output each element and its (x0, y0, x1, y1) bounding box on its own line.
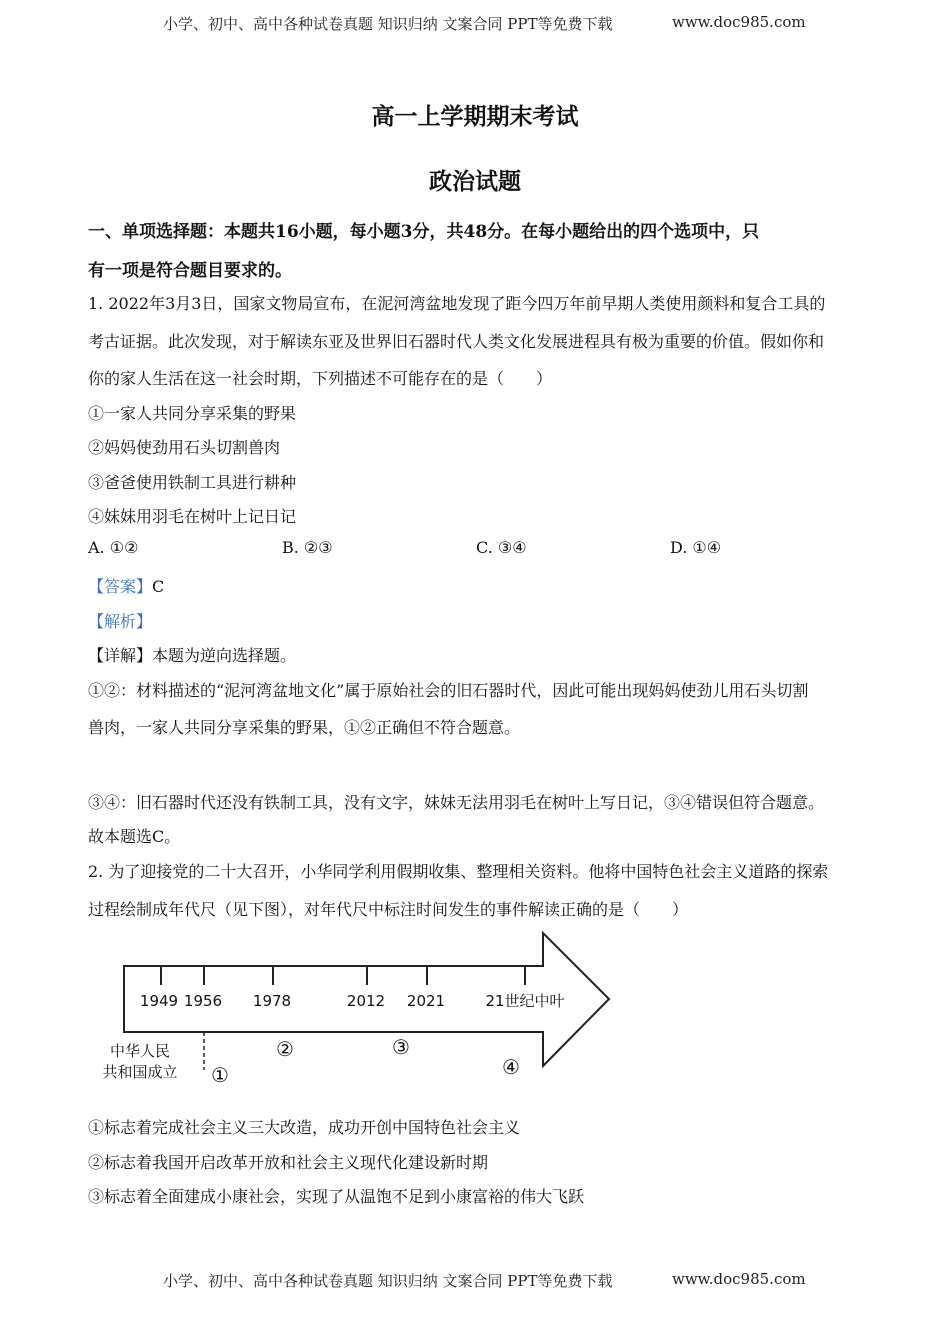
page-subtitle: 政治试题 (429, 168, 521, 195)
marker-3: ③ (392, 1035, 410, 1059)
q1-explanation-line: 兽肉，一家人共同分享采集的野果，①②正确但不符合题意。 (88, 718, 521, 737)
q1-item: ③爸爸使用铁制工具进行耕种 (88, 473, 297, 492)
founding-label-line2: 共和国成立 (102, 1063, 178, 1081)
q2-item: ③标志着全面建成小康社会，实现了从温饱不足到小康富裕的伟大飞跃 (88, 1187, 585, 1206)
year-label-2021: 2021 (406, 992, 446, 1010)
q1-item: ②妈妈使劲用石头切割兽肉 (88, 438, 281, 457)
year-label-2012: 2012 (346, 992, 386, 1010)
q2-item: ①标志着完成社会主义三大改造，成功开创中国特色社会主义 (88, 1118, 521, 1137)
q1-stem-line: 你的家人生活在这一社会时期，下列描述不可能存在的是（ ） (88, 369, 553, 388)
q1-stem-line: 考古证据。此次发现，对于解读东亚及世界旧石器时代人类文化发展进程具有极为重要的价值。假如你和 (88, 332, 825, 351)
q1-option-a: A. ①② (88, 538, 139, 557)
q1-detail: 【详解】本题为逆向选择题。 (88, 646, 297, 665)
answer-label: 【答案】 (88, 577, 153, 596)
q1-explanation-line: ③④：旧石器时代还没有铁制工具，没有文字，妹妹无法用羽毛在树叶上写日记，③④错误但符合题意。 (88, 793, 825, 812)
q2-item: ②标志着我国开启改革开放和社会主义现代化建设新时期 (88, 1153, 489, 1172)
q1-item: ④妹妹用羽毛在树叶上记日记 (88, 507, 297, 526)
q2-stem-line: 2. 为了迎接党的二十大召开，小华同学利用假期收集、整理相关资料。他将中国特色社会主义道路的探索 (88, 862, 829, 881)
answer-value: C (152, 577, 165, 596)
q1-stem-line: 1. 2022年3月3日，国家文物局宣布，在泥河湾盆地发现了距今四万年前早期人类使用颜料和复合工具的 (88, 294, 826, 313)
marker-1: ① (211, 1063, 229, 1087)
q1-explanation-line: ①②：材料描述的“泥河湾盆地文化”属于原始社会的旧石器时代，因此可能出现妈妈使劲儿用石头切割 (88, 681, 809, 700)
footer-link[interactable]: www.doc985.com (672, 1270, 806, 1288)
year-label-mid-century: 21世纪中叶 (485, 992, 565, 1010)
year-label-1978: 1978 (252, 992, 292, 1010)
q1-option-b: B. ②③ (282, 538, 333, 557)
marker-4: ④ (502, 1055, 520, 1079)
q1-option-c: C. ③④ (476, 538, 527, 557)
q1-item: ①一家人共同分享采集的野果 (88, 404, 297, 423)
section-heading-line1: 一、单项选择题：本题共16小题，每小题3分，共48分。在每小题给出的四个选项中，只 (88, 222, 760, 242)
founding-label-line1: 中华人民 (109, 1042, 171, 1060)
q1-conclusion: 故本题选C。 (88, 827, 181, 846)
year-label-1949: 1949 (139, 992, 179, 1010)
section-heading-line2: 有一项是符合题目要求的。 (88, 261, 292, 281)
q1-option-d: D. ①④ (670, 538, 722, 557)
footer-note: 小学、初中、高中各种试卷真题 知识归纳 文案合同 PPT等免费下载 (163, 1272, 613, 1290)
marker-2: ② (276, 1037, 294, 1061)
header-link[interactable]: www.doc985.com (672, 13, 806, 31)
page-title: 高一上学期期末考试 (371, 103, 579, 130)
q2-stem-line: 过程绘制成年代尺（见下图），对年代尺中标注时间发生的事件解读正确的是（ ） (88, 900, 689, 919)
year-label-1956: 1956 (183, 992, 223, 1010)
q1-analysis-label: 【解析】 (88, 612, 153, 631)
header-note: 小学、初中、高中各种试卷真题 知识归纳 文案合同 PPT等免费下载 (163, 15, 613, 33)
